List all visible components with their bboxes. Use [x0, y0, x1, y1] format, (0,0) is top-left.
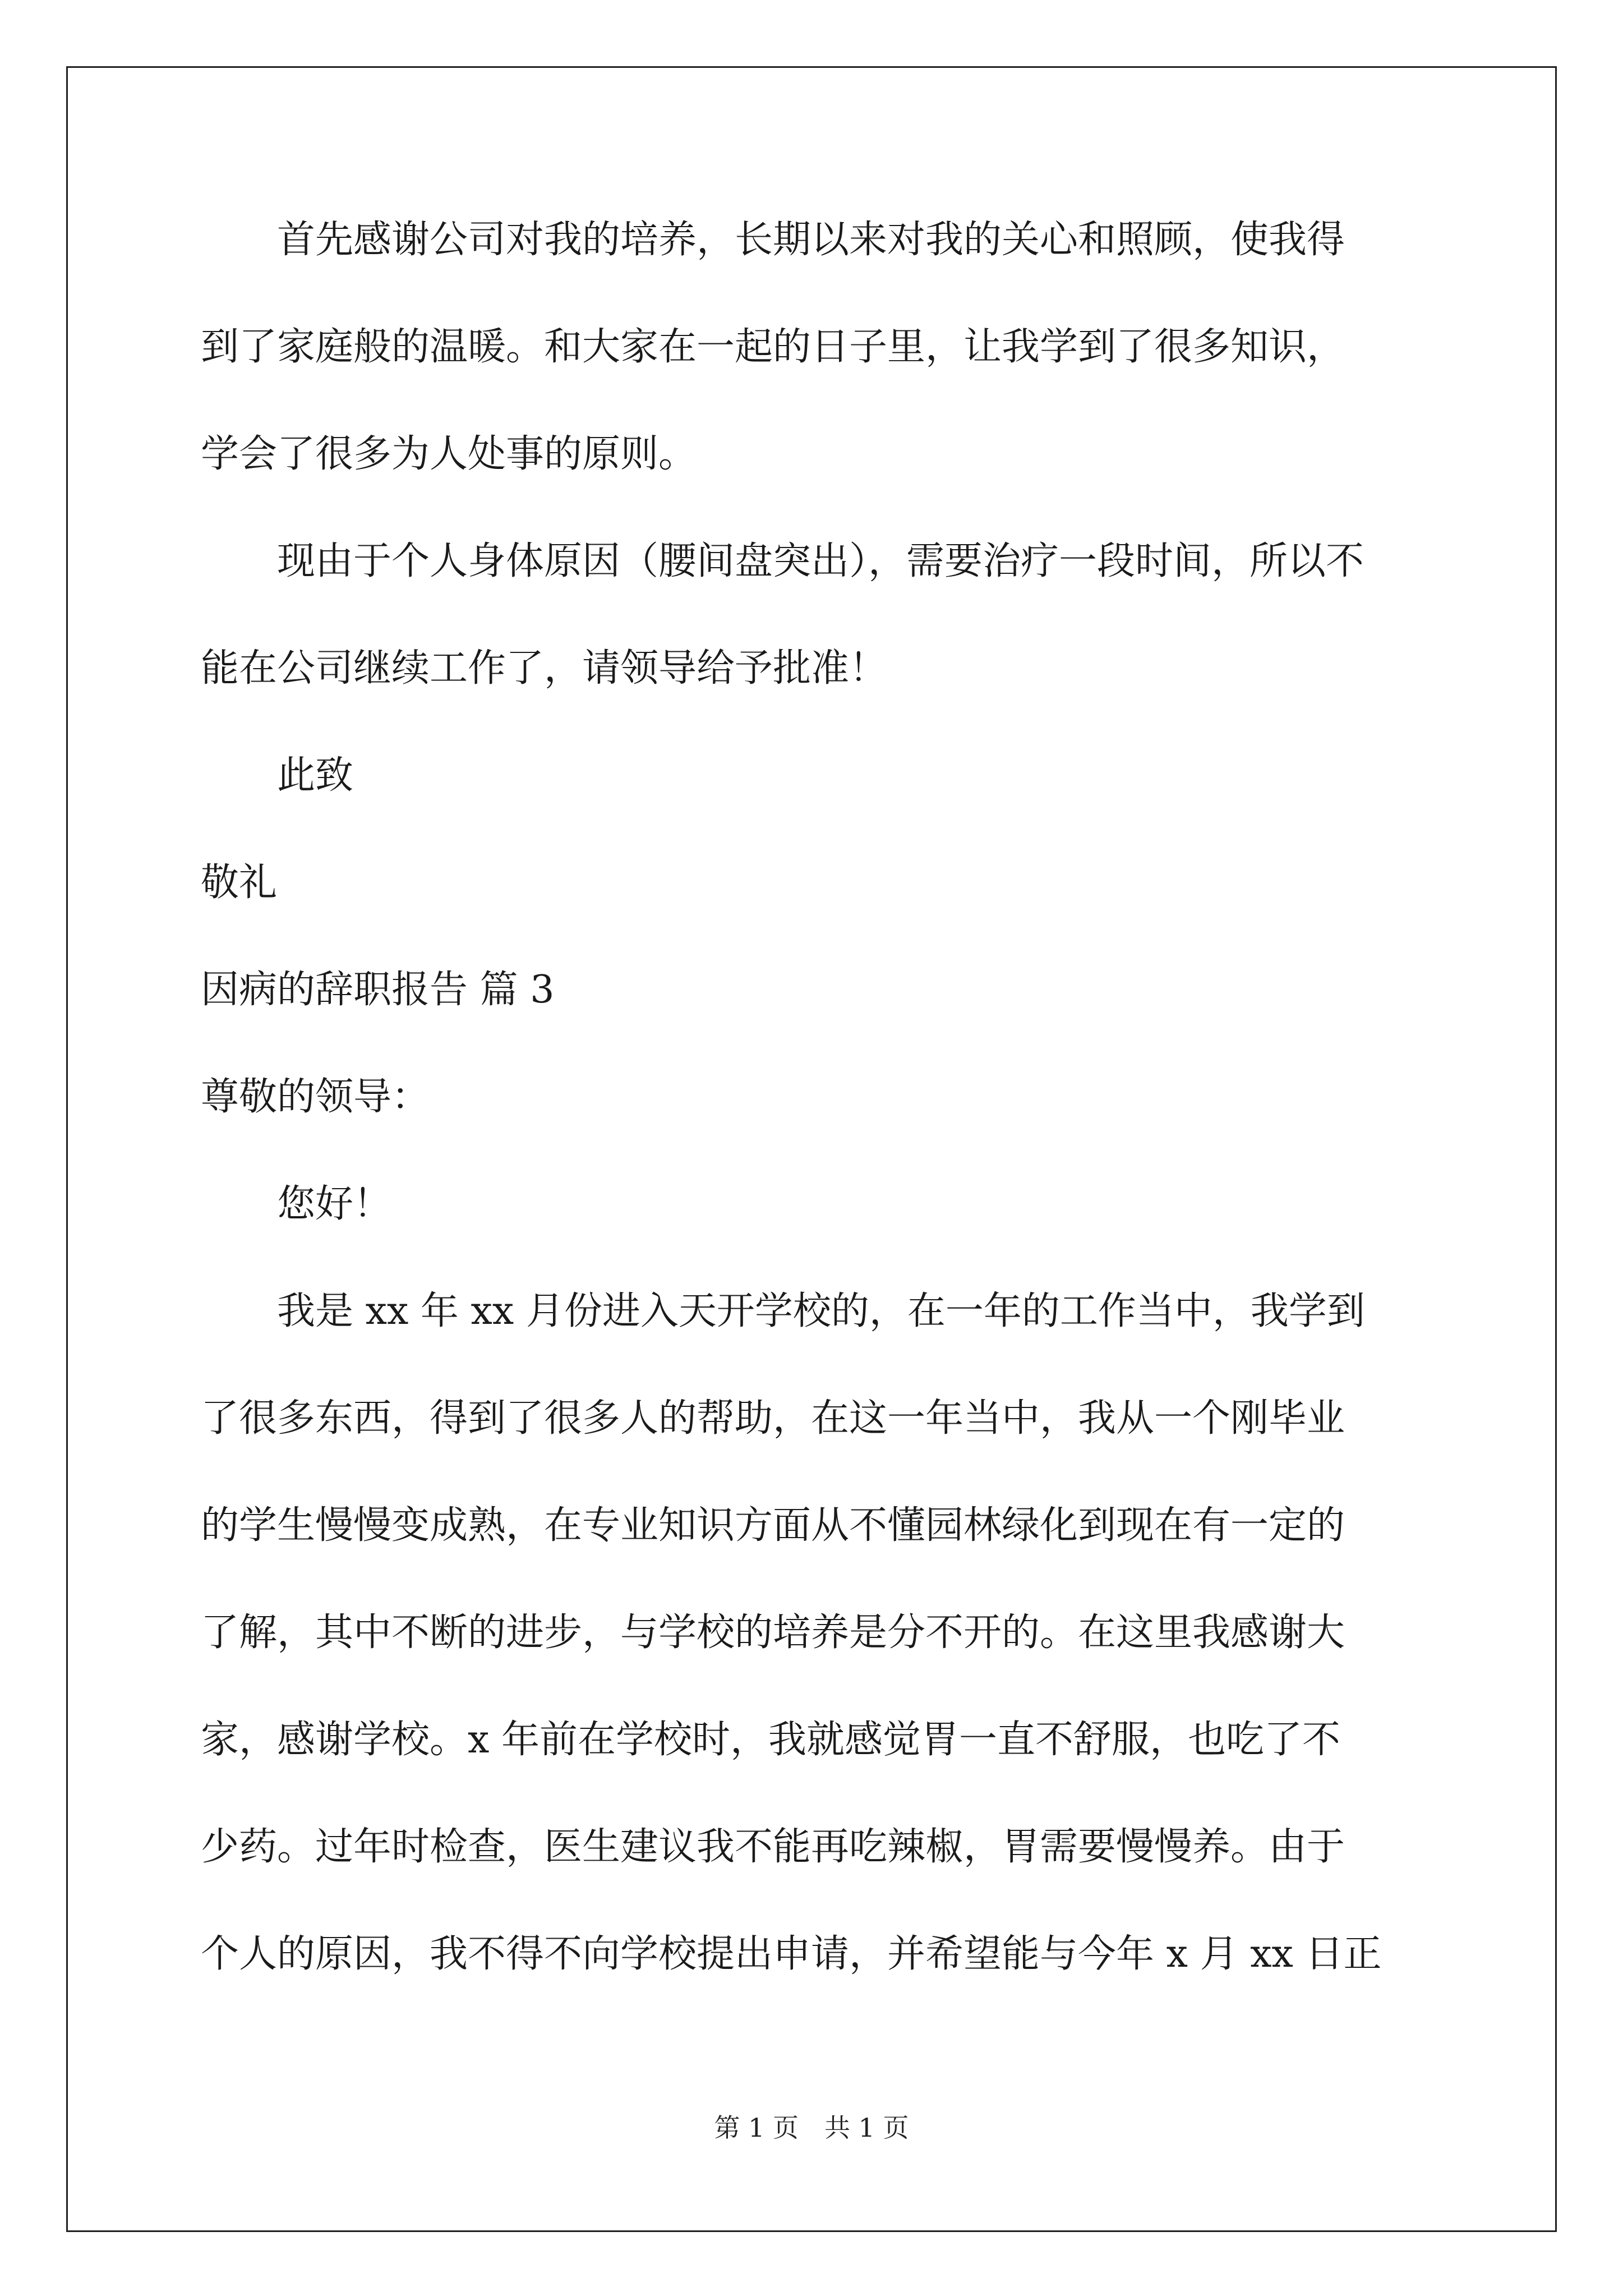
- text-line: 了很多东西，得到了很多人的帮助，在这一年当中，我从一个刚毕业: [201, 1396, 1345, 1441]
- text-line: 了解，其中不断的进步，与学校的培养是分不开的。在这里我感谢大: [201, 1611, 1345, 1655]
- text-line: 学会了很多为人处事的原则。: [201, 432, 697, 476]
- greeting: 您好！: [201, 1182, 392, 1226]
- text-line: 个人的原因，我不得不向学校提出申请，并希望能与今年 x 月 xx 日正: [201, 1932, 1382, 1976]
- text-line: 敬礼: [201, 861, 278, 905]
- page-border: [66, 66, 1557, 2232]
- text-line: 到了家庭般的温暖。和大家在一起的日子里，让我学到了很多知识，: [201, 325, 1345, 369]
- text-line: 我是 xx 年 xx 月份进入天开学校的，在一年的工作当中，我学到: [201, 1289, 1365, 1333]
- section-heading: 因病的辞职报告 篇 3: [201, 968, 555, 1012]
- text-line: 能在公司继续工作了，请领导给予批准！: [201, 646, 888, 691]
- text-line: 家，感谢学校。x 年前在学校时，我就感觉胃一直不舒服，也吃了不: [201, 1718, 1340, 1762]
- text-line: 首先感谢公司对我的培养，长期以来对我的关心和照顾，使我得: [201, 218, 1345, 262]
- text-line: 少药。过年时检查，医生建议我不能再吃辣椒，胃需要慢慢养。由于: [201, 1825, 1345, 1869]
- page-footer: 第 1 页 共 1 页: [714, 2113, 909, 2143]
- text-line: 现由于个人身体原因（腰间盘突出），需要治疗一段时间，所以不: [201, 539, 1364, 583]
- text-line: 的学生慢慢变成熟，在专业知识方面从不懂园林绿化到现在有一定的: [201, 1503, 1345, 1548]
- salutation: 尊敬的领导：: [201, 1075, 430, 1119]
- text-line: 此致: [201, 753, 354, 798]
